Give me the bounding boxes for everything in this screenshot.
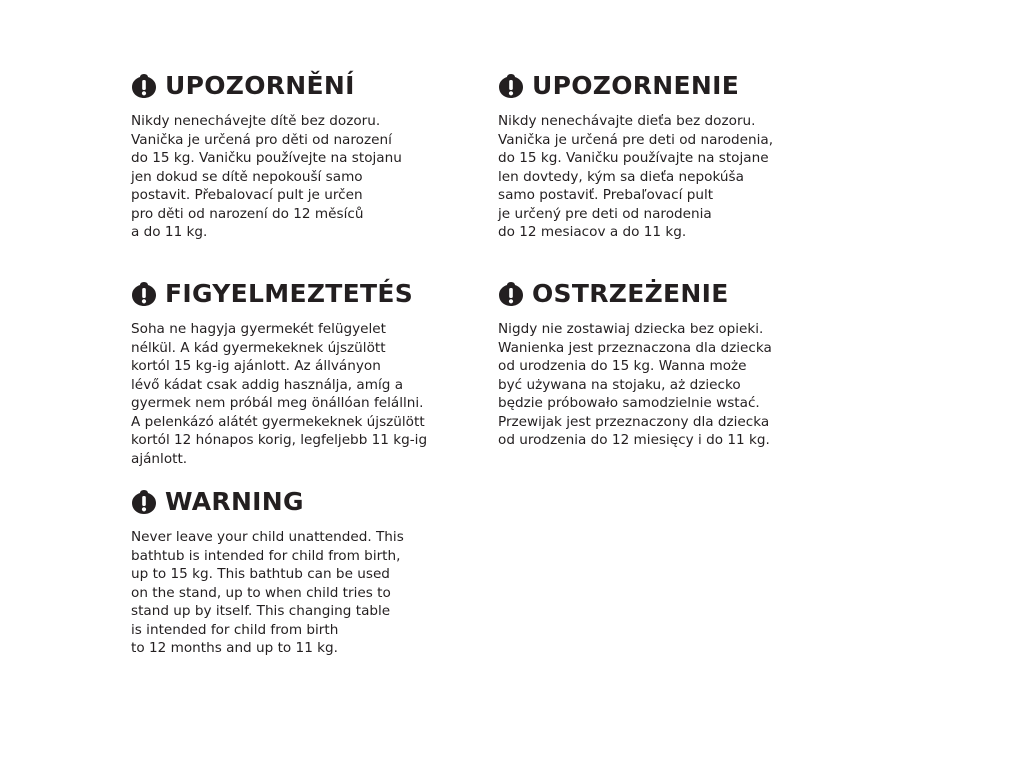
heading-text: UPOZORNENIE xyxy=(532,71,740,100)
exclamation-drop-icon xyxy=(131,281,157,307)
warning-heading-hu xyxy=(131,278,471,310)
heading-text: FIGYELMEZTETÉS xyxy=(165,279,414,308)
warning-heading-en xyxy=(131,486,471,518)
warning-block-sk xyxy=(498,70,838,242)
exclamation-drop-icon xyxy=(131,73,157,99)
heading-text: OSTRZEŻENIE xyxy=(532,279,729,308)
exclamation-drop-icon xyxy=(498,73,524,99)
warning-text-en: Never leave your child unattended. This bathtub is intended for child from birth, up to 15 kg. This bathtub can be used on the stand, up to when child tries to stand up by itself. This changing table is intended for child from birth to 12 months and up to 11 kg. xyxy=(131,529,404,656)
warning-block-cs xyxy=(131,70,471,242)
warning-text-hu: Soha ne hagyja gyermekét felügyelet nélkül. A kád gyermekeknek újszülött kortól 15 kg-ig ajánlott. Az állványon lévő kádat csak addig használja, amíg a gyermek nem próbál meg önállóan felállni. A pelenkázó alátét gyermekeknek újszülött kortól 12 hónapos korig, legfeljebb 11 kg-ig ajánlott. xyxy=(131,321,428,467)
exclamation-drop-icon xyxy=(498,281,524,307)
exclamation-drop-icon xyxy=(131,489,157,515)
warning-text-sk: Nikdy nenechávajte dieťa bez dozoru. Vanička je určená pre deti od narodenia, do 15 kg. Vaničku používajte na stojane len dovtedy, kým sa dieťa nepokúša samo postaviť. Prebaľovací pult je určený pre deti od narodenia do 12 mesiacov a do 11 kg. xyxy=(498,113,774,240)
heading-text: WARNING xyxy=(165,487,304,516)
warning-heading-pl xyxy=(498,278,838,310)
warning-block-hu xyxy=(131,278,471,468)
warning-heading-cs xyxy=(131,70,471,102)
warning-heading-sk xyxy=(498,70,838,102)
warning-block-en xyxy=(131,486,471,658)
heading-text: UPOZORNĚNÍ xyxy=(165,71,355,100)
warning-block-pl xyxy=(498,278,838,450)
warning-text-pl: Nigdy nie zostawiaj dziecka bez opieki. Wanienka jest przeznaczona dla dziecka od urodzenia do 15 kg. Wanna może być używana na stojaku, aż dziecko będzie próbowało samodzielnie wstać. Przewijak jest przeznaczony dla dziecka od urodzenia do 12 miesięcy i do 11 kg. xyxy=(498,321,772,448)
warning-text-cs: Nikdy nenechávejte dítě bez dozoru. Vanička je určená pro děti od narození do 15 kg. Vaničku používejte na stojanu jen dokud se dítě nepokouší samo postavit. Přebalovací pult je určen pro děti od narození do 12 měsíců a do 11 kg. xyxy=(131,113,402,240)
